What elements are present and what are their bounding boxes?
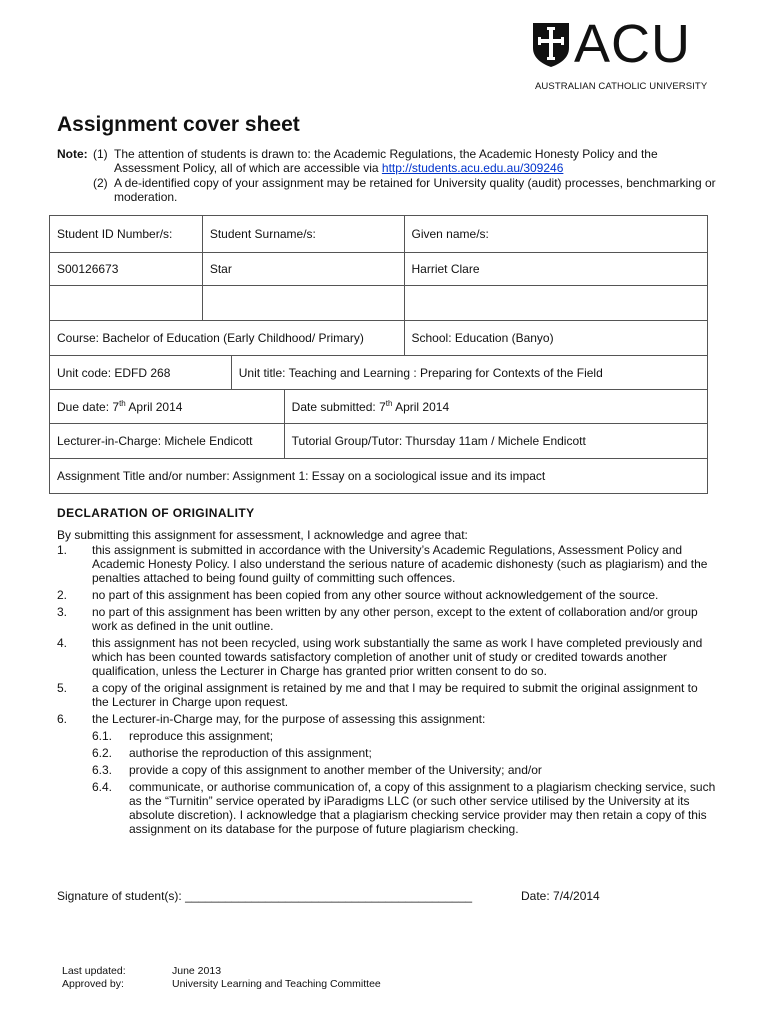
date-submitted-rest: April 2014 [395, 400, 450, 414]
declaration-item [57, 543, 717, 585]
item-text: the Lecturer-in-Charge may, for the purpose of assessing this assignment: [92, 712, 486, 726]
empty-cell [404, 286, 708, 321]
subitem-text: authorise the reproduction of this assignment; [129, 746, 372, 760]
note-item [57, 176, 717, 204]
footer [62, 965, 462, 991]
subitem-number: 6.3. [92, 763, 113, 777]
school-label: School: [411, 331, 452, 345]
item-number: 3. [57, 605, 68, 619]
subitem-text: provide a copy of this assignment to another member of the University; and/or [129, 763, 542, 777]
declaration-item [57, 681, 717, 709]
declaration-subitem [57, 763, 717, 777]
date-submitted-cell [284, 390, 707, 424]
cover-sheet-table [49, 215, 708, 494]
university-name: AUSTRALIAN CATHOLIC UNIVERSITY [535, 81, 708, 92]
declaration-subitem [57, 780, 717, 836]
course-value: Bachelor of Education (Early Childhood/ Primary) [102, 331, 364, 345]
signature-label: Signature of student(s): ___________________________________________ [57, 889, 473, 903]
due-date-day: 7 [112, 400, 120, 414]
school-cell [404, 321, 708, 356]
note-label: Note: [57, 147, 88, 161]
page-title: Assignment cover sheet [57, 113, 300, 136]
lecturer-cell [50, 424, 285, 459]
declaration-intro: By submitting this assignment for assessment, I acknowledge and agree that: [57, 528, 468, 542]
declaration-item [57, 605, 717, 633]
lecturer-value: Michele Endicott [164, 434, 253, 448]
tutorial-label: Tutorial Group/Tutor: [291, 434, 403, 448]
lecturer-label: Lecturer-in-Charge: [57, 434, 162, 448]
date-submitted-suffix: th [385, 399, 393, 408]
note-section [57, 147, 717, 204]
declaration-subitem [57, 746, 717, 760]
tutorial-cell [284, 424, 707, 459]
last-updated-value: June 2013 [172, 965, 222, 977]
footer-row [62, 965, 462, 978]
subitem-number: 6.4. [92, 780, 113, 794]
given-name-label: Given name/s: [404, 216, 708, 253]
note-number: (1) [93, 147, 108, 161]
course-label: Course: [57, 331, 100, 345]
table-row [50, 321, 708, 356]
last-updated-label: Last updated: [62, 965, 126, 977]
item-number: 1. [57, 543, 68, 557]
declaration-section [57, 506, 717, 839]
subitem-text: communicate, or authorise communication of, a copy of this assignment to a plagiarism checking service, such as the “Turnitin” service operated by iParadigms LLC (or such other service utilised by the University at its absolute discretion). I acknowledge that a plagiarism checking service provider may then retain a copy of this assignment on its database for the purpose of future plagiarism checking. [129, 780, 716, 836]
declaration-item [57, 712, 717, 726]
note-text: A de-identified copy of your assignment may be retained for University quality (audit) processes, benchmarking or moderation. [114, 176, 716, 204]
note-number: (2) [93, 176, 108, 190]
table-row [50, 216, 708, 253]
note-item [57, 147, 717, 175]
approved-by-value: University Learning and Teaching Committee [172, 978, 381, 990]
due-date-suffix: th [119, 399, 126, 408]
given-name-value: Harriet Clare [404, 253, 708, 286]
declaration-subitem [57, 729, 717, 743]
table-row [50, 459, 708, 494]
student-id-label: Student ID Number/s: [50, 216, 203, 253]
note-text: The attention of students is drawn to: the Academic Regulations, the Academic Honesty Policy and the Assessment Policy, all of which are accessible via [114, 147, 658, 175]
surname-label: Student Surname/s: [202, 216, 404, 253]
item-number: 6. [57, 712, 68, 726]
unit-code-value: EDFD 268 [114, 365, 171, 380]
unit-code-cell [50, 356, 232, 390]
declaration-item [57, 588, 717, 602]
due-date-label: Due date: [57, 400, 110, 414]
subitem-text: reproduce this assignment; [129, 729, 274, 743]
unit-title-label: Unit title: [238, 365, 286, 380]
item-text: no part of this assignment has been written by any other person, except to the extent of collaboration and/or group work as defined in the unit outline. [92, 605, 698, 633]
date-submitted-label: Date submitted: [291, 400, 376, 414]
item-text: this assignment is submitted in accordance with the University’s Academic Regulations, Assessment Policy and Academic Honesty Policy. I also understand the serious nature of academic dishonesty (such as plagiarism) and the penalties attached to being found guilty of committing such offences. [92, 543, 708, 585]
empty-cell [50, 286, 203, 321]
due-date-cell [50, 390, 285, 424]
school-value: Education (Banyo) [454, 331, 554, 345]
table-row [50, 286, 708, 321]
item-number: 4. [57, 636, 68, 650]
empty-cell [202, 286, 404, 321]
table-row [50, 390, 708, 424]
date-submitted-day: 7 [379, 400, 386, 414]
table-row [50, 356, 708, 390]
acu-logo [532, 14, 736, 92]
item-text: a copy of the original assignment is retained by me and that I may be required to submit the original assignment to the Lecturer in Charge upon request. [92, 681, 698, 709]
assignment-title-cell [50, 459, 708, 494]
shield-cross-icon [532, 22, 570, 68]
table-row [50, 253, 708, 286]
unit-title-value: Teaching and Learning : Preparing for Contexts of the Field [288, 365, 603, 380]
unit-title-cell [231, 356, 707, 390]
item-text: this assignment has not been recycled, using work substantially the same as work I have completed previously and which has been counted towards satisfactory completion of another unit of study or credited towards another qualification, unless the Lecturer in Charge has granted prior written consent to do so. [92, 636, 703, 678]
policy-link[interactable]: http://students.acu.edu.au/309246 [381, 161, 564, 175]
declaration-heading: DECLARATION OF ORIGINALITY [57, 506, 255, 520]
unit-code-label: Unit code: [57, 365, 112, 380]
item-text: no part of this assignment has been copied from any other source without acknowledgement of the source. [92, 588, 659, 602]
approved-by-label: Approved by: [62, 978, 124, 990]
footer-row [62, 978, 462, 991]
subitem-number: 6.1. [92, 729, 113, 743]
signature-line [57, 889, 717, 903]
subitem-number: 6.2. [92, 746, 113, 760]
assignment-title-value: Assignment 1: Essay on a sociological issue and its impact [232, 469, 546, 483]
logo-letters: ACU [574, 14, 692, 74]
tutorial-value: Thursday 11am / Michele Endicott [405, 434, 586, 448]
assignment-title-label: Assignment Title and/or number: [57, 469, 230, 483]
due-date-rest: April 2014 [128, 400, 183, 414]
declaration-item [57, 636, 717, 678]
table-row [50, 424, 708, 459]
student-id-value: S00126673 [50, 253, 203, 286]
signature-date: Date: 7/4/2014 [521, 889, 600, 903]
item-number: 2. [57, 588, 68, 602]
surname-value: Star [202, 253, 404, 286]
course-cell [50, 321, 405, 356]
item-number: 5. [57, 681, 68, 695]
